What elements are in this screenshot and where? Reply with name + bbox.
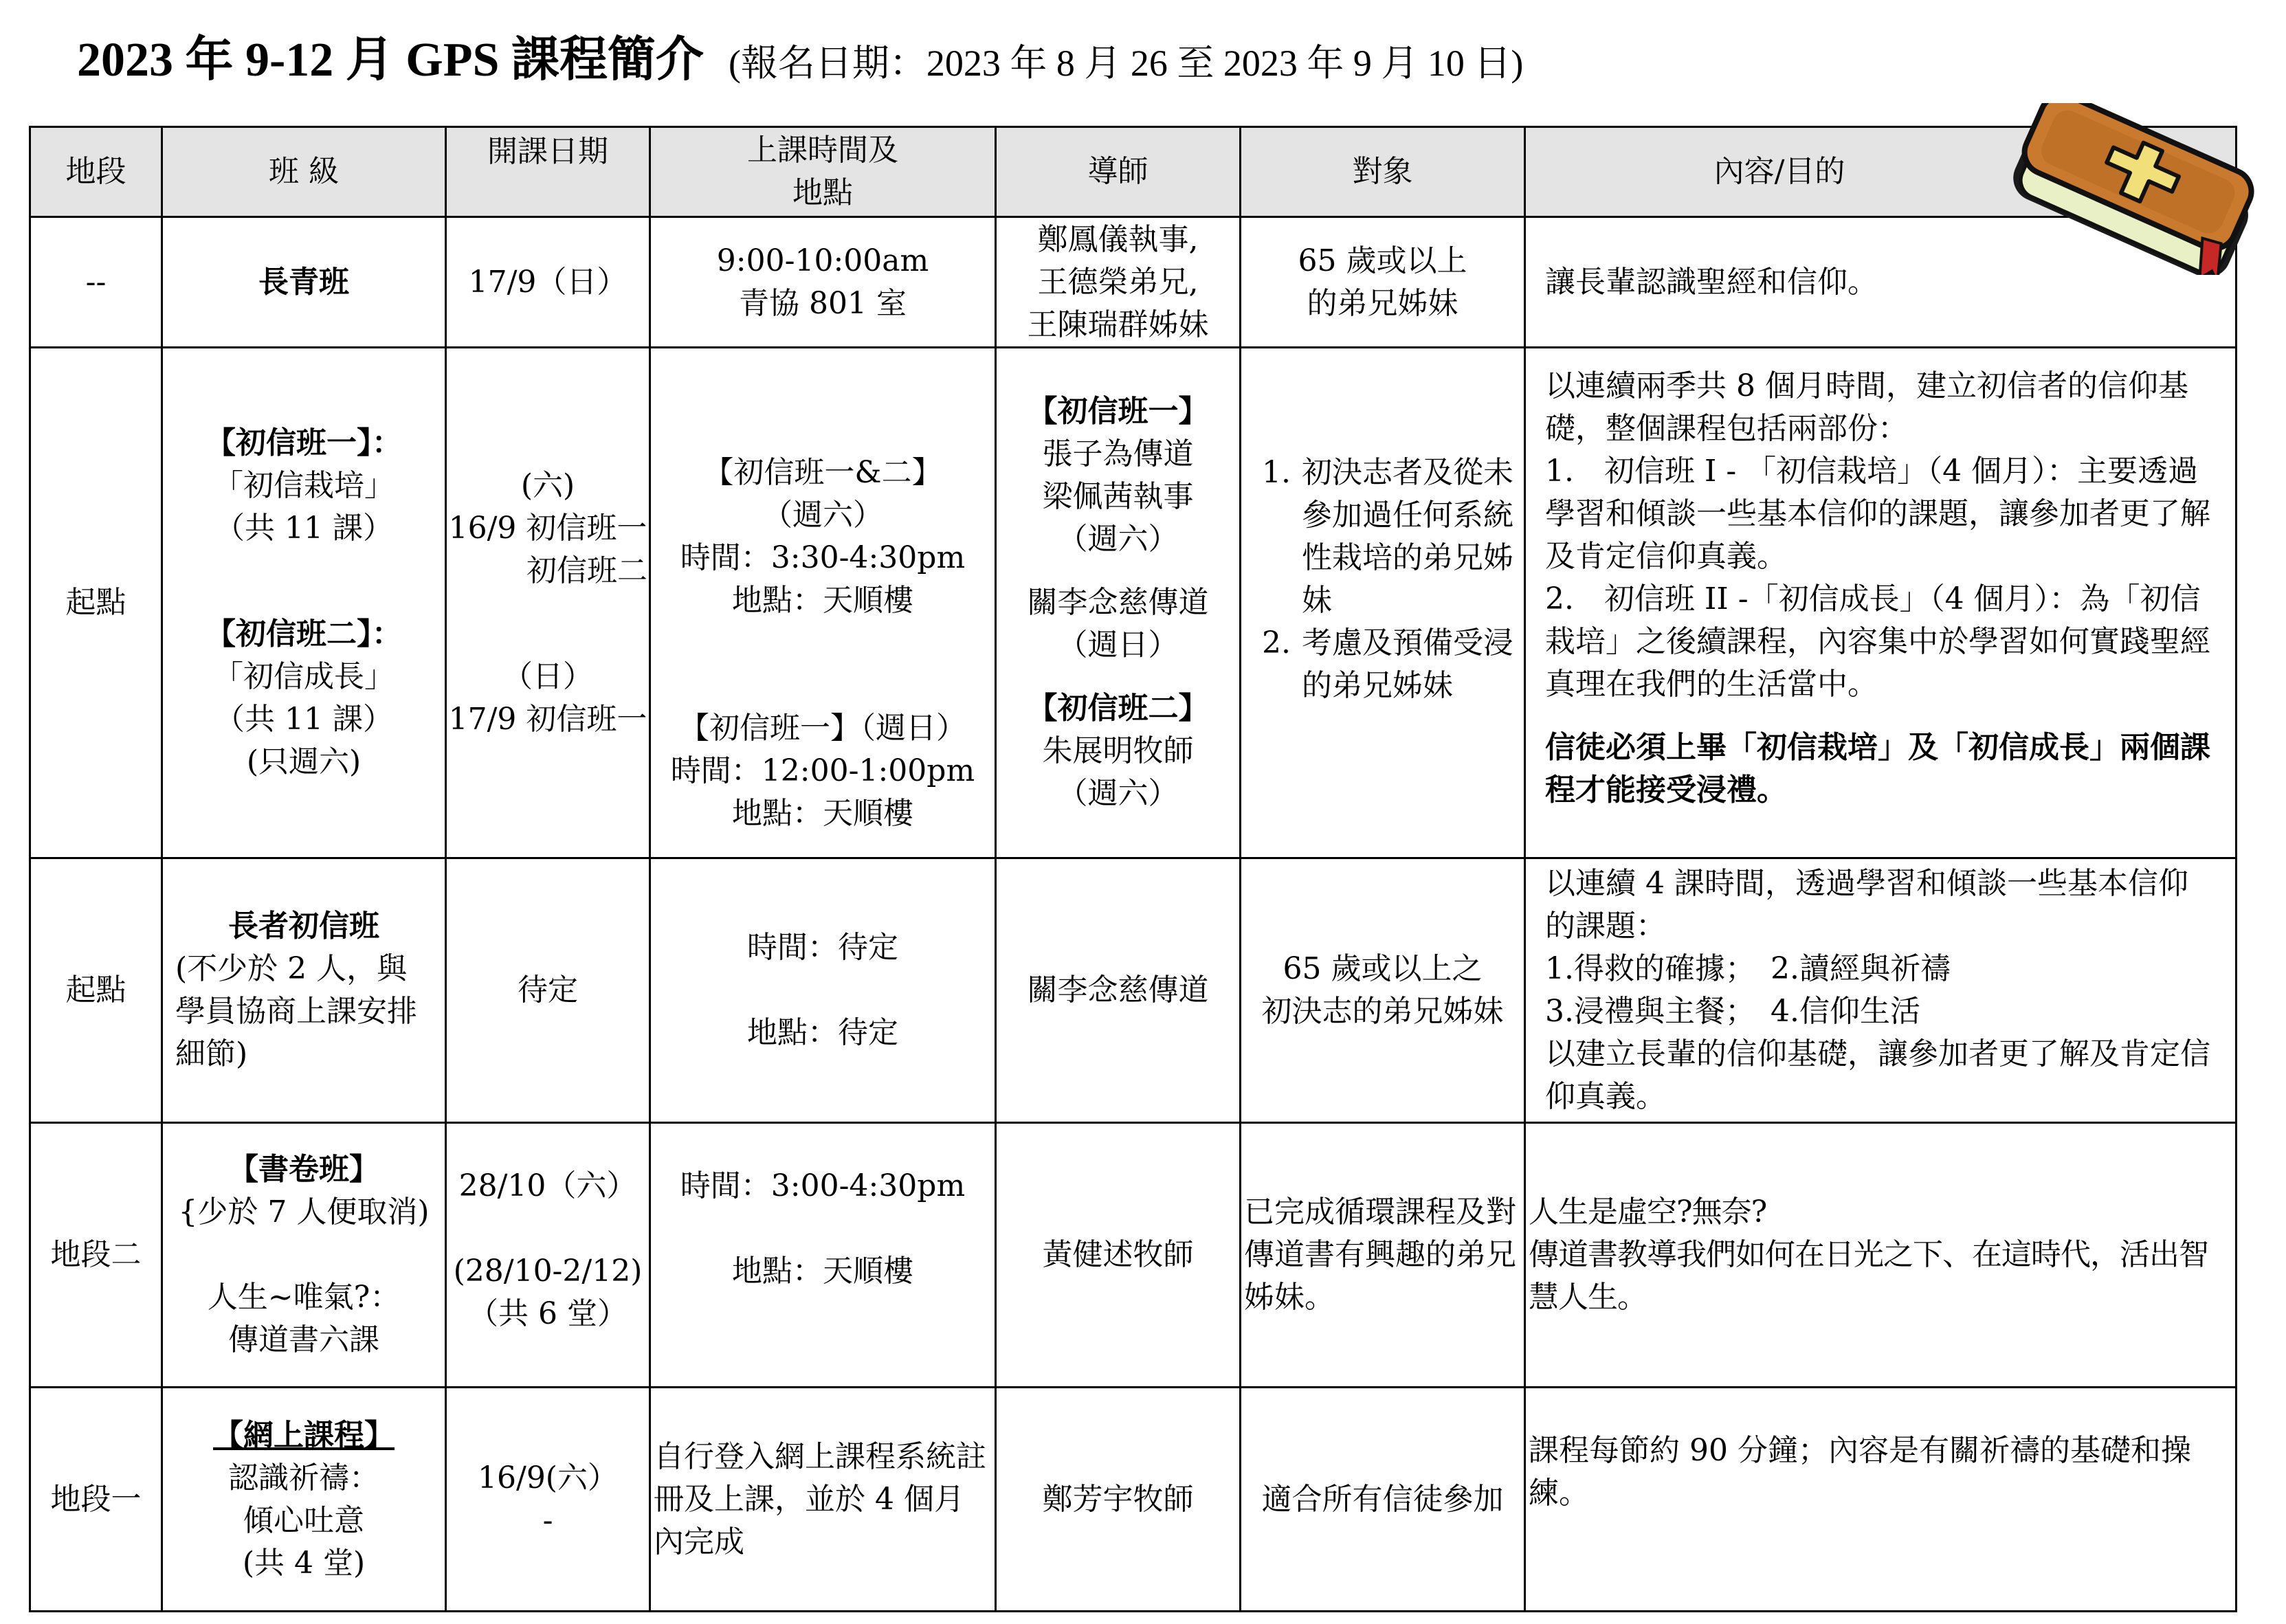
table-row (30, 1123, 2237, 1388)
row-content: 讓長輩認識聖經和信仰。 (1525, 217, 2237, 348)
row-start-date: 待定 (446, 858, 650, 1123)
row-content: 人生是虛空?無奈? 傳道書教導我們如何在日光之下、在這時代，活出智慧人生。 (1525, 1123, 2237, 1388)
row-class: 【書卷班】 {少於 7 人便取消) 人生~唯氣?： 傳道書六課 (162, 1123, 446, 1388)
header-target: 對象 (1241, 127, 1525, 217)
row-class: 【網上課程】 認識祈禱： 傾心吐意 (共 4 堂) (162, 1388, 446, 1612)
row-time-place: 時間：3:00-4:30pm 地點：天順樓 (650, 1123, 996, 1388)
title-main: 2023 年 9-12 月 GPS 課程簡介 (77, 34, 704, 87)
header-time-place: 上課時間及 地點 (650, 127, 996, 217)
row-start-date: 28/10（六） (28/10-2/12) （共 6 堂） (446, 1123, 650, 1388)
row-district: 起點 (30, 348, 162, 858)
header-teacher: 導師 (996, 127, 1241, 217)
row-teacher: 鄭芳宇牧師 (996, 1388, 1241, 1612)
page-title (77, 21, 1523, 96)
row-teacher: 鄭鳳儀執事, 王德榮弟兄, 王陳瑞群姊妹 (996, 217, 1241, 348)
row-teacher: 【初信班一】 張子為傳道 梁佩茜執事 （週六） 關李念慈傳道 （週日） 【初信班二】 朱展明牧師 （週六） (996, 348, 1241, 858)
header-content: 內容/目的 (1525, 127, 2237, 217)
row-target (1241, 348, 1525, 858)
header-class: 班 級 (162, 127, 446, 217)
row-class: 長者初信班 (不少於 2 人，與學員協商上課安排細節) (162, 858, 446, 1123)
registration-period: (報名日期：2023 年 8 月 26 至 2023 年 9 月 10 日) (728, 43, 1524, 84)
list-item: 2. 考慮及預備受浸的弟兄姊妹 (1262, 625, 1513, 703)
row-target: 已完成循環課程及對傳道書有興趣的弟兄姊妹。 (1241, 1123, 1525, 1388)
table-row (30, 348, 2237, 858)
row-time-place: 時間：待定 地點：待定 (650, 858, 996, 1123)
row-time-place: 自行登入網上課程系統註冊及上課，並於 4 個月內完成 (650, 1388, 996, 1612)
row-start-date: 17/9（日） (446, 217, 650, 348)
row-class: 【初信班一】： 「初信栽培」 （共 11 課） 【初信班二】： 「初信成長」 （共 11 課） (只週六) (162, 348, 446, 858)
header-start-date: 開課日期 (446, 127, 650, 217)
table-row (30, 217, 2237, 348)
row-content: 以連續兩季共 8 個月時間，建立初信者的信仰基礎，整個課程包括兩部份： 1. 初信班 I - 「初信栽培」（4 個月）：主要透過學習和傾談一些基本信仰的課題，讓參加者更了解及肯定信仰真義。 2. 初信班 II -「初信成長」（4 個月）：為「初信栽培」之後續課程，內容集中於學習如何實踐聖經真理在我們的生活當中。 信徒必須上畢「初信栽培」及「初信成長」兩個課程才能接受浸禮。 (1525, 348, 2237, 858)
row-time-place: 9:00-10:00am 青協 801 室 (650, 217, 996, 348)
row-content: 課程每節約 90 分鐘；內容是有關祈禱的基礎和操練。 (1525, 1388, 2237, 1612)
row-district: 起點 (30, 858, 162, 1123)
row-district: 地段二 (30, 1123, 162, 1388)
bible-icon (1990, 103, 2278, 275)
table-row (30, 1388, 2237, 1612)
row-start-date: (六) 16/9 初信班一 初信班二 （日） 17/9 初信班一 (446, 348, 650, 858)
row-time-place: 【初信班一&二】 （週六） 時間：3:30-4:30pm 地點：天順樓 【初信班一】（週日） 時間：12:00-1:00pm 地點：天順樓 (650, 348, 996, 858)
row-class: 長青班 (162, 217, 446, 348)
row-start-date: 16/9(六） - (446, 1388, 650, 1612)
row-teacher: 黃健述牧師 (996, 1123, 1241, 1388)
row-teacher: 關李念慈傳道 (996, 858, 1241, 1123)
header-district: 地段 (30, 127, 162, 217)
row-district: 地段一 (30, 1388, 162, 1612)
row-content: 以連續 4 課時間，透過學習和傾談一些基本信仰的課題： 1.得救的確據； 2.讀經與祈禱 3.浸禮與主餐； 4.信仰生活 以建立長輩的信仰基礎，讓參加者更了解及肯定信仰真義。 (1525, 858, 2237, 1123)
course-table (29, 126, 2237, 1612)
row-target: 65 歲或以上 的弟兄姊妹 (1241, 217, 1525, 348)
table-row (30, 858, 2237, 1123)
row-target: 65 歲或以上之 初決志的弟兄姊妹 (1241, 858, 1525, 1123)
row-target: 適合所有信徒參加 (1241, 1388, 1525, 1612)
list-item: 1. 初決志者及從未參加過任何系統性栽培的弟兄姊妹 (1262, 455, 1513, 618)
table-header-row (30, 127, 2237, 217)
row-district: -- (30, 217, 162, 348)
